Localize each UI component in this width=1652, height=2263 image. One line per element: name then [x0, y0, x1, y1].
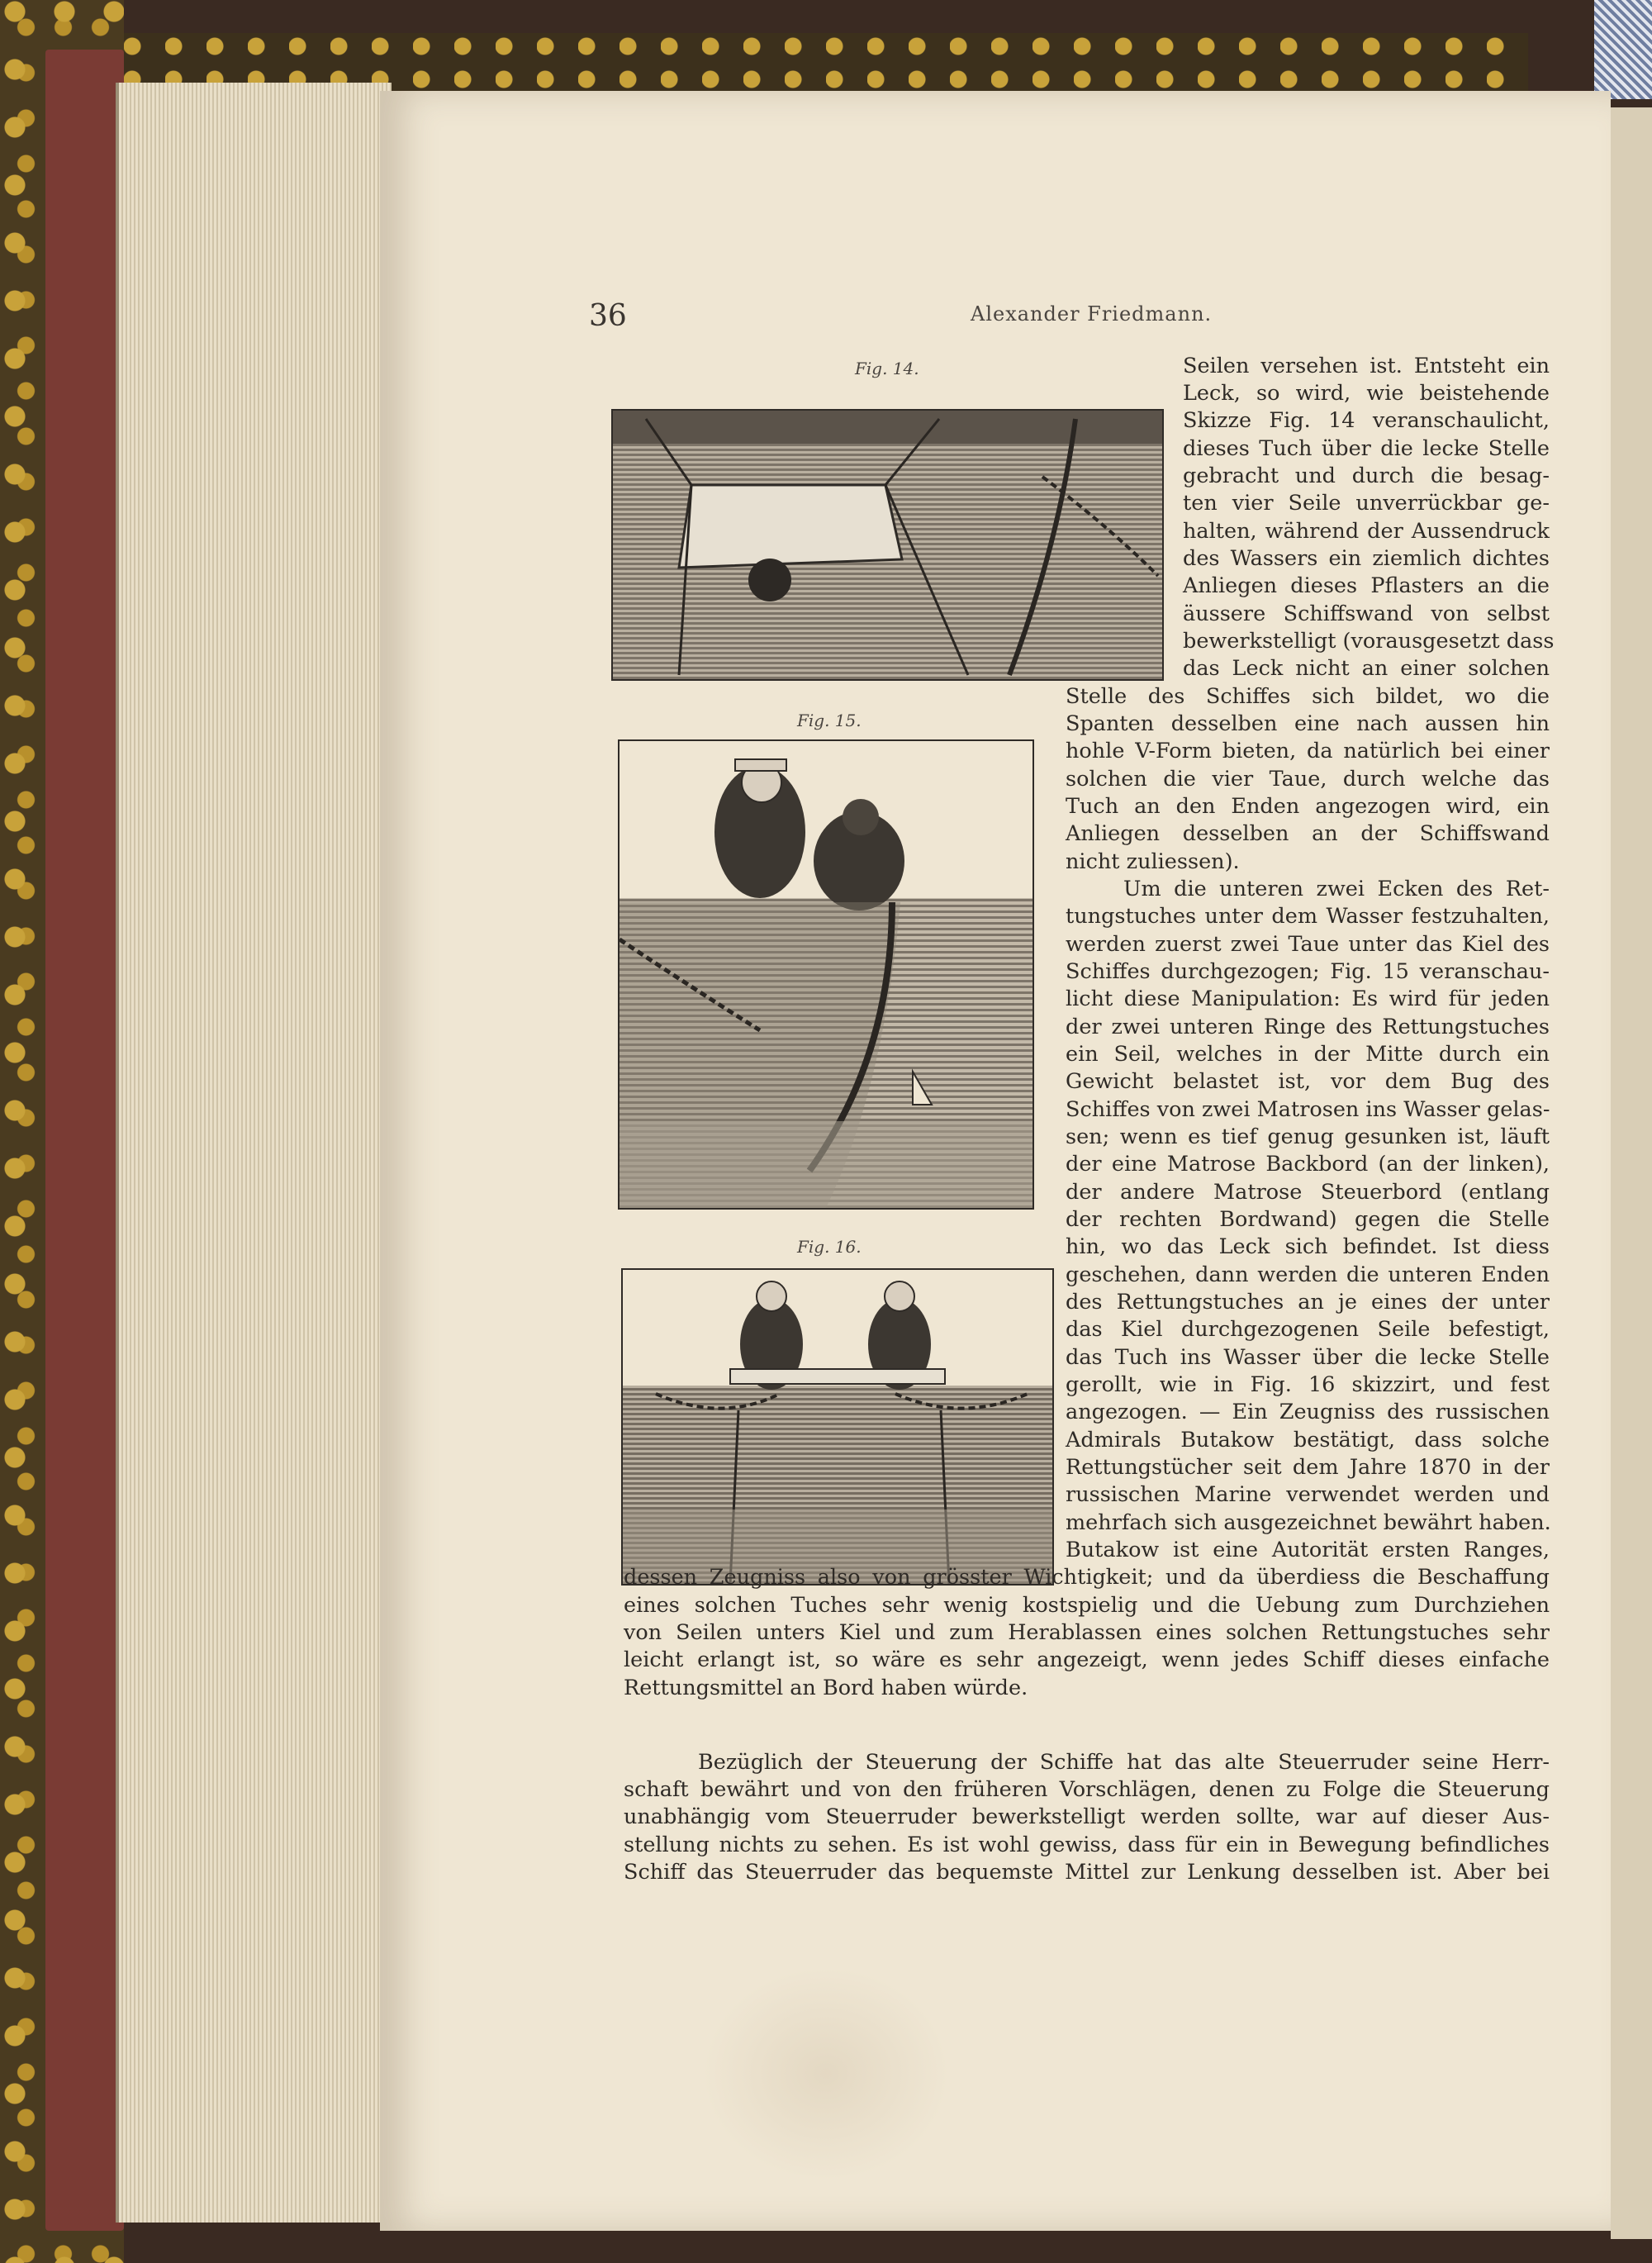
text-line: nicht zuliessen). — [1066, 849, 1240, 874]
text-line: dieses Tuch über die lecke Stelle — [1183, 436, 1550, 461]
text-line: Butakow ist eine Autorität ersten Ranges, — [1066, 1538, 1550, 1562]
text-line: Um die unteren zwei Ecken des Ret- — [1123, 877, 1550, 901]
page-edges — [116, 83, 392, 2223]
text-line: licht diese Manipulation: Es wird für jeden — [1066, 986, 1550, 1011]
text-line: bewerkstelligt (vorausgesetzt dass — [1183, 629, 1555, 654]
figure-15-caption: Fig. 15. — [797, 711, 862, 730]
text-line: das Leck nicht an einer solchen — [1183, 656, 1550, 681]
text-line: der zwei unteren Ringe des Rettungstuches — [1066, 1015, 1550, 1039]
text-line: der andere Matrose Steuerbord (entlang — [1066, 1180, 1550, 1205]
text-line: gebracht und durch die besag- — [1183, 464, 1550, 488]
running-title: Alexander Friedmann. — [971, 302, 1213, 326]
book-spine — [45, 50, 124, 2231]
text-line: von Seilen unters Kiel und zum Herablassen eines solchen Rettungstuches sehr — [624, 1620, 1550, 1645]
text-line: unabhängig vom Steuerruder bewerkstelligt werden sollte, war auf dieser Aus- — [624, 1804, 1550, 1829]
text-line: mehrfach sich ausgezeichnet bewährt haben. — [1066, 1510, 1551, 1535]
text-line: Schiffes von zwei Matrosen ins Wasser gelas- — [1066, 1097, 1550, 1122]
text-line: Bezüglich der Steuerung der Schiffe hat das alte Steuerruder seine Herr- — [698, 1750, 1550, 1775]
page-stain — [702, 1966, 950, 2181]
text-line: geschehen, dann werden die unteren Enden — [1066, 1262, 1550, 1287]
text-line: dessen Zeugniss also von grösster Wichtigkeit; und da überdiess die Beschaffung — [624, 1565, 1550, 1590]
text-line: Spanten desselben eine nach aussen hin — [1066, 711, 1550, 736]
text-line: Rettungstücher seit dem Jahre 1870 in der — [1066, 1455, 1550, 1480]
figure-14-engraving — [611, 409, 1164, 681]
figure-16-caption: Fig. 16. — [797, 1237, 862, 1257]
text-line: gerollt, wie in Fig. 16 skizzirt, und fest — [1066, 1372, 1550, 1397]
text-line: solchen die vier Taue, durch welche das — [1066, 767, 1550, 792]
text-line: Tuch an den Enden angezogen wird, ein — [1066, 794, 1550, 819]
text-line: tungstuches unter dem Wasser festzuhalten, — [1066, 904, 1550, 929]
text-line: Anliegen dieses Pflasters an die — [1183, 573, 1550, 598]
text-line: sen; wenn es tief genug gesunken ist, läuft — [1066, 1124, 1550, 1149]
text-line: hin, wo das Leck sich befindet. Ist diess — [1066, 1234, 1550, 1259]
text-line: hohle V-Form bieten, da natürlich bei einer — [1066, 739, 1550, 763]
text-line: des Wassers ein ziemlich dichtes — [1183, 546, 1550, 571]
figure-16-engraving — [621, 1268, 1054, 1586]
text-line: schaft bewährt und von den früheren Vorschlägen, denen zu Folge die Steuerung — [624, 1777, 1550, 1802]
text-line: Seilen versehen ist. Entsteht ein — [1183, 354, 1550, 378]
page-number: 36 — [589, 299, 627, 333]
text-line: Admirals Butakow bestätigt, dass solche — [1066, 1428, 1550, 1452]
text-line: des Rettungstuches an je eines der unter — [1066, 1290, 1550, 1315]
text-line: eines solchen Tuches sehr wenig kostspielig und die Uebung zum Durchziehen — [624, 1593, 1550, 1618]
text-line: Anliegen desselben an der Schiffswand — [1066, 821, 1550, 846]
facing-page-edge — [1611, 107, 1652, 2239]
cloth-corner — [1594, 0, 1652, 99]
text-line: der eine Matrose Backbord (an der linken), — [1066, 1152, 1550, 1177]
text-line: das Kiel durchgezogenen Seile befestigt, — [1066, 1317, 1550, 1342]
figure-15-engraving — [618, 739, 1034, 1210]
figure-14-caption: Fig. 14. — [855, 359, 919, 378]
text-line: Stelle des Schiffes sich bildet, wo die — [1066, 684, 1550, 709]
text-line: werden zuerst zwei Taue unter das Kiel des — [1066, 932, 1550, 957]
text-line: äussere Schiffswand von selbst — [1183, 601, 1550, 626]
text-line: halten, während der Aussendruck — [1183, 519, 1550, 544]
text-line: der rechten Bordwand) gegen die Stelle — [1066, 1207, 1550, 1232]
text-line: Leck, so wird, wie beistehende — [1183, 381, 1550, 406]
text-line: Rettungsmittel an Bord haben würde. — [624, 1676, 1028, 1700]
text-line: Skizze Fig. 14 veranschaulicht, — [1183, 408, 1550, 433]
text-line: stellung nichts zu sehen. Es ist wohl gewiss, dass für ein in Bewegung befindliches — [624, 1833, 1550, 1857]
text-line: leicht erlangt ist, so wäre es sehr angezeigt, wenn jedes Schiff dieses einfache — [624, 1647, 1550, 1672]
text-line: das Tuch ins Wasser über die lecke Stelle — [1066, 1345, 1550, 1370]
text-line: ten vier Seile unverrückbar ge- — [1183, 491, 1550, 516]
text-line: ein Seil, welches in der Mitte durch ein — [1066, 1042, 1550, 1067]
text-line: Schiffes durchgezogen; Fig. 15 veranschau- — [1066, 959, 1550, 984]
text-line: russischen Marine verwendet werden und — [1066, 1482, 1550, 1507]
text-line: Gewicht belastet ist, vor dem Bug des — [1066, 1069, 1550, 1094]
text-line: angezogen. — Ein Zeugniss des russischen — [1066, 1400, 1550, 1424]
text-line: Schiff das Steuerruder das bequemste Mittel zur Lenkung desselben ist. Aber bei — [624, 1860, 1550, 1885]
